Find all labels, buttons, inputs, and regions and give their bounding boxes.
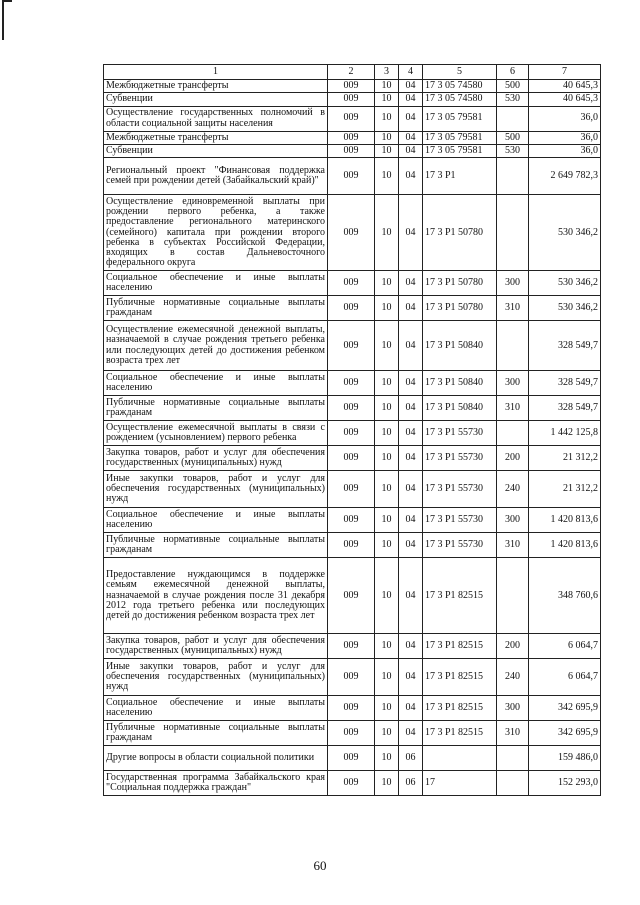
row-name-cell: Осуществление ежемесячной выплаты в связи с рождением (усыновлением) первого ребенка bbox=[104, 421, 328, 446]
subsection-code-cell: 04 bbox=[399, 106, 423, 131]
expense-type-code-cell: 310 bbox=[497, 721, 529, 746]
grbs-code-cell: 009 bbox=[328, 721, 375, 746]
subsection-code-cell: 06 bbox=[399, 746, 423, 771]
budget-table bbox=[103, 64, 601, 796]
table-row bbox=[104, 271, 601, 296]
expense-type-code-cell: 530 bbox=[497, 144, 529, 157]
row-name-cell: Межбюджетные трансферты bbox=[104, 131, 328, 144]
expense-type-code-cell bbox=[497, 158, 529, 195]
expense-type-code-cell bbox=[497, 321, 529, 371]
table-row bbox=[104, 659, 601, 696]
table-row bbox=[104, 634, 601, 659]
target-article-code-cell: 17 bbox=[423, 771, 497, 796]
expense-type-code-cell: 310 bbox=[497, 396, 529, 421]
amount-cell: 328 549,7 bbox=[529, 396, 601, 421]
expense-type-code-cell: 300 bbox=[497, 696, 529, 721]
section-code-cell: 10 bbox=[375, 659, 399, 696]
target-article-code-cell: 17 3 P1 55730 bbox=[423, 508, 497, 533]
header-cell: 6 bbox=[497, 65, 529, 80]
amount-cell: 328 549,7 bbox=[529, 371, 601, 396]
subsection-code-cell: 04 bbox=[399, 533, 423, 558]
grbs-code-cell: 009 bbox=[328, 296, 375, 321]
expense-type-code-cell bbox=[497, 421, 529, 446]
table-row bbox=[104, 771, 601, 796]
row-name-cell: Другие вопросы в области социальной политики bbox=[104, 746, 328, 771]
table-row bbox=[104, 533, 601, 558]
table-row bbox=[104, 371, 601, 396]
expense-type-code-cell: 530 bbox=[497, 93, 529, 106]
section-code-cell: 10 bbox=[375, 771, 399, 796]
section-code-cell: 10 bbox=[375, 746, 399, 771]
expense-type-code-cell: 310 bbox=[497, 533, 529, 558]
amount-cell: 530 346,2 bbox=[529, 296, 601, 321]
page-number: 60 bbox=[313, 858, 327, 873]
amount-cell: 21 312,2 bbox=[529, 446, 601, 471]
section-code-cell: 10 bbox=[375, 144, 399, 157]
section-code-cell: 10 bbox=[375, 446, 399, 471]
target-article-code-cell: 17 3 05 79581 bbox=[423, 144, 497, 157]
target-article-code-cell: 17 3 P1 82515 bbox=[423, 558, 497, 634]
amount-cell: 348 760,6 bbox=[529, 558, 601, 634]
grbs-code-cell: 009 bbox=[328, 634, 375, 659]
table-row bbox=[104, 696, 601, 721]
amount-cell: 328 549,7 bbox=[529, 321, 601, 371]
section-code-cell: 10 bbox=[375, 721, 399, 746]
row-name-cell: Иные закупки товаров, работ и услуг для обеспечения государственных (муниципальных) нужд bbox=[104, 471, 328, 508]
target-article-code-cell: 17 3 05 79581 bbox=[423, 106, 497, 131]
section-code-cell: 10 bbox=[375, 80, 399, 93]
target-article-code-cell: 17 3 P1 82515 bbox=[423, 696, 497, 721]
subsection-code-cell: 04 bbox=[399, 634, 423, 659]
row-name-cell: Осуществление единовременной выплаты при рождении первого ребенка, а также предоставление регионального материнского (семейного) капитала при рождении второго ребенка в субъектах Российской Федерации, входящих в состав Дальневосточного федерального округа bbox=[104, 195, 328, 271]
section-code-cell: 10 bbox=[375, 396, 399, 421]
grbs-code-cell: 009 bbox=[328, 471, 375, 508]
section-code-cell: 10 bbox=[375, 271, 399, 296]
section-code-cell: 10 bbox=[375, 195, 399, 271]
subsection-code-cell: 04 bbox=[399, 80, 423, 93]
row-name-cell: Социальное обеспечение и иные выплаты населению bbox=[104, 371, 328, 396]
row-name-cell: Межбюджетные трансферты bbox=[104, 80, 328, 93]
grbs-code-cell: 009 bbox=[328, 158, 375, 195]
row-name-cell: Социальное обеспечение и иные выплаты населению bbox=[104, 508, 328, 533]
target-article-code-cell: 17 3 P1 50840 bbox=[423, 371, 497, 396]
grbs-code-cell: 009 bbox=[328, 80, 375, 93]
expense-type-code-cell bbox=[497, 746, 529, 771]
grbs-code-cell: 009 bbox=[328, 106, 375, 131]
target-article-code-cell: 17 3 05 74580 bbox=[423, 93, 497, 106]
section-code-cell: 10 bbox=[375, 634, 399, 659]
table-row bbox=[104, 296, 601, 321]
section-code-cell: 10 bbox=[375, 421, 399, 446]
subsection-code-cell: 04 bbox=[399, 144, 423, 157]
table-row bbox=[104, 721, 601, 746]
grbs-code-cell: 009 bbox=[328, 271, 375, 296]
header-cell: 7 bbox=[529, 65, 601, 80]
amount-cell: 159 486,0 bbox=[529, 746, 601, 771]
subsection-code-cell: 04 bbox=[399, 659, 423, 696]
table-row bbox=[104, 158, 601, 195]
grbs-code-cell: 009 bbox=[328, 131, 375, 144]
subsection-code-cell: 04 bbox=[399, 158, 423, 195]
expense-type-code-cell bbox=[497, 195, 529, 271]
section-code-cell: 10 bbox=[375, 558, 399, 634]
expense-type-code-cell: 500 bbox=[497, 131, 529, 144]
target-article-code-cell: 17 3 P1 82515 bbox=[423, 634, 497, 659]
target-article-code-cell: 17 3 P1 82515 bbox=[423, 659, 497, 696]
expense-type-code-cell: 500 bbox=[497, 80, 529, 93]
table-row bbox=[104, 446, 601, 471]
expense-type-code-cell: 310 bbox=[497, 296, 529, 321]
row-name-cell: Закупка товаров, работ и услуг для обеспечения государственных (муниципальных) нужд bbox=[104, 634, 328, 659]
table-row bbox=[104, 321, 601, 371]
amount-cell: 530 346,2 bbox=[529, 271, 601, 296]
row-name-cell: Публичные нормативные социальные выплаты гражданам bbox=[104, 721, 328, 746]
subsection-code-cell: 04 bbox=[399, 321, 423, 371]
grbs-code-cell: 009 bbox=[328, 93, 375, 106]
target-article-code-cell: 17 3 P1 82515 bbox=[423, 721, 497, 746]
subsection-code-cell: 04 bbox=[399, 195, 423, 271]
table-row bbox=[104, 471, 601, 508]
grbs-code-cell: 009 bbox=[328, 396, 375, 421]
grbs-code-cell: 009 bbox=[328, 371, 375, 396]
subsection-code-cell: 04 bbox=[399, 271, 423, 296]
row-name-cell: Государственная программа Забайкальского края "Социальная поддержка граждан" bbox=[104, 771, 328, 796]
section-code-cell: 10 bbox=[375, 533, 399, 558]
header-cell: 4 bbox=[399, 65, 423, 80]
amount-cell: 342 695,9 bbox=[529, 721, 601, 746]
target-article-code-cell: 17 3 P1 50840 bbox=[423, 321, 497, 371]
subsection-code-cell: 04 bbox=[399, 421, 423, 446]
amount-cell: 152 293,0 bbox=[529, 771, 601, 796]
grbs-code-cell: 009 bbox=[328, 446, 375, 471]
grbs-code-cell: 009 bbox=[328, 558, 375, 634]
header-cell: 3 bbox=[375, 65, 399, 80]
amount-cell: 6 064,7 bbox=[529, 634, 601, 659]
row-name-cell: Осуществление государственных полномочий в области социальной защиты населения bbox=[104, 106, 328, 131]
row-name-cell: Публичные нормативные социальные выплаты гражданам bbox=[104, 533, 328, 558]
row-name-cell: Осуществление ежемесячной денежной выплаты, назначаемой в случае рождения третьего ребенка или последующих детей до достижения ребенком возраста трех лет bbox=[104, 321, 328, 371]
expense-type-code-cell: 200 bbox=[497, 634, 529, 659]
section-code-cell: 10 bbox=[375, 296, 399, 321]
header-cell: 5 bbox=[423, 65, 497, 80]
amount-cell: 21 312,2 bbox=[529, 471, 601, 508]
expense-type-code-cell bbox=[497, 558, 529, 634]
amount-cell: 342 695,9 bbox=[529, 696, 601, 721]
scan-corner-mark bbox=[2, 0, 12, 40]
target-article-code-cell: 17 3 05 74580 bbox=[423, 80, 497, 93]
section-code-cell: 10 bbox=[375, 93, 399, 106]
grbs-code-cell: 009 bbox=[328, 659, 375, 696]
amount-cell: 40 645,3 bbox=[529, 80, 601, 93]
grbs-code-cell: 009 bbox=[328, 533, 375, 558]
expense-type-code-cell: 300 bbox=[497, 371, 529, 396]
amount-cell: 36,0 bbox=[529, 106, 601, 131]
amount-cell: 36,0 bbox=[529, 131, 601, 144]
header-cell: 1 bbox=[104, 65, 328, 80]
amount-cell: 1 420 813,6 bbox=[529, 533, 601, 558]
expense-type-code-cell bbox=[497, 106, 529, 131]
section-code-cell: 10 bbox=[375, 131, 399, 144]
table-row bbox=[104, 131, 601, 144]
table-row bbox=[104, 195, 601, 271]
grbs-code-cell: 009 bbox=[328, 421, 375, 446]
subsection-code-cell: 04 bbox=[399, 131, 423, 144]
table-row bbox=[104, 80, 601, 93]
subsection-code-cell: 04 bbox=[399, 721, 423, 746]
subsection-code-cell: 04 bbox=[399, 508, 423, 533]
section-code-cell: 10 bbox=[375, 158, 399, 195]
amount-cell: 1 442 125,8 bbox=[529, 421, 601, 446]
subsection-code-cell: 04 bbox=[399, 471, 423, 508]
target-article-code-cell: 17 3 P1 55730 bbox=[423, 421, 497, 446]
subsection-code-cell: 04 bbox=[399, 296, 423, 321]
amount-cell: 2 649 782,3 bbox=[529, 158, 601, 195]
table-row bbox=[104, 144, 601, 157]
amount-cell: 6 064,7 bbox=[529, 659, 601, 696]
target-article-code-cell: 17 3 05 79581 bbox=[423, 131, 497, 144]
target-article-code-cell: 17 3 P1 50780 bbox=[423, 271, 497, 296]
expense-type-code-cell: 300 bbox=[497, 508, 529, 533]
expense-type-code-cell: 240 bbox=[497, 659, 529, 696]
grbs-code-cell: 009 bbox=[328, 771, 375, 796]
table-header-row bbox=[104, 65, 601, 80]
amount-cell: 530 346,2 bbox=[529, 195, 601, 271]
subsection-code-cell: 04 bbox=[399, 558, 423, 634]
row-name-cell: Социальное обеспечение и иные выплаты населению bbox=[104, 696, 328, 721]
target-article-code-cell: 17 3 P1 50780 bbox=[423, 195, 497, 271]
section-code-cell: 10 bbox=[375, 696, 399, 721]
subsection-code-cell: 04 bbox=[399, 446, 423, 471]
table-row bbox=[104, 396, 601, 421]
target-article-code-cell: 17 3 P1 55730 bbox=[423, 533, 497, 558]
expense-type-code-cell: 200 bbox=[497, 446, 529, 471]
subsection-code-cell: 06 bbox=[399, 771, 423, 796]
table-row bbox=[104, 421, 601, 446]
row-name-cell: Социальное обеспечение и иные выплаты населению bbox=[104, 271, 328, 296]
row-name-cell: Предоставление нуждающимся в поддержке семьям ежемесячной денежной выплаты, назначаемой в случае рождения после 31 декабря 2012 года третьего ребенка или последующих детей до достижения ребенком возраста трех лет bbox=[104, 558, 328, 634]
row-name-cell: Публичные нормативные социальные выплаты гражданам bbox=[104, 296, 328, 321]
subsection-code-cell: 04 bbox=[399, 696, 423, 721]
expense-type-code-cell: 300 bbox=[497, 271, 529, 296]
table-row bbox=[104, 106, 601, 131]
expense-type-code-cell bbox=[497, 771, 529, 796]
target-article-code-cell: 17 3 P1 55730 bbox=[423, 471, 497, 508]
expense-type-code-cell: 240 bbox=[497, 471, 529, 508]
grbs-code-cell: 009 bbox=[328, 195, 375, 271]
grbs-code-cell: 009 bbox=[328, 144, 375, 157]
row-name-cell: Иные закупки товаров, работ и услуг для обеспечения государственных (муниципальных) нужд bbox=[104, 659, 328, 696]
table-row bbox=[104, 93, 601, 106]
section-code-cell: 10 bbox=[375, 471, 399, 508]
section-code-cell: 10 bbox=[375, 371, 399, 396]
subsection-code-cell: 04 bbox=[399, 396, 423, 421]
subsection-code-cell: 04 bbox=[399, 93, 423, 106]
row-name-cell: Субвенции bbox=[104, 144, 328, 157]
grbs-code-cell: 009 bbox=[328, 696, 375, 721]
target-article-code-cell: 17 3 P1 50840 bbox=[423, 396, 497, 421]
table-row bbox=[104, 508, 601, 533]
row-name-cell: Публичные нормативные социальные выплаты гражданам bbox=[104, 396, 328, 421]
header-cell: 2 bbox=[328, 65, 375, 80]
row-name-cell: Региональный проект "Финансовая поддержка семей при рождении детей (Забайкальский край)" bbox=[104, 158, 328, 195]
row-name-cell: Закупка товаров, работ и услуг для обеспечения государственных (муниципальных) нужд bbox=[104, 446, 328, 471]
section-code-cell: 10 bbox=[375, 508, 399, 533]
target-article-code-cell bbox=[423, 746, 497, 771]
amount-cell: 1 420 813,6 bbox=[529, 508, 601, 533]
target-article-code-cell: 17 3 P1 55730 bbox=[423, 446, 497, 471]
table-body bbox=[104, 80, 601, 796]
grbs-code-cell: 009 bbox=[328, 321, 375, 371]
grbs-code-cell: 009 bbox=[328, 508, 375, 533]
target-article-code-cell: 17 3 P1 50780 bbox=[423, 296, 497, 321]
amount-cell: 40 645,3 bbox=[529, 93, 601, 106]
row-name-cell: Субвенции bbox=[104, 93, 328, 106]
table-row bbox=[104, 746, 601, 771]
subsection-code-cell: 04 bbox=[399, 371, 423, 396]
section-code-cell: 10 bbox=[375, 106, 399, 131]
section-code-cell: 10 bbox=[375, 321, 399, 371]
amount-cell: 36,0 bbox=[529, 144, 601, 157]
grbs-code-cell: 009 bbox=[328, 746, 375, 771]
table-row bbox=[104, 558, 601, 634]
target-article-code-cell: 17 3 P1 bbox=[423, 158, 497, 195]
